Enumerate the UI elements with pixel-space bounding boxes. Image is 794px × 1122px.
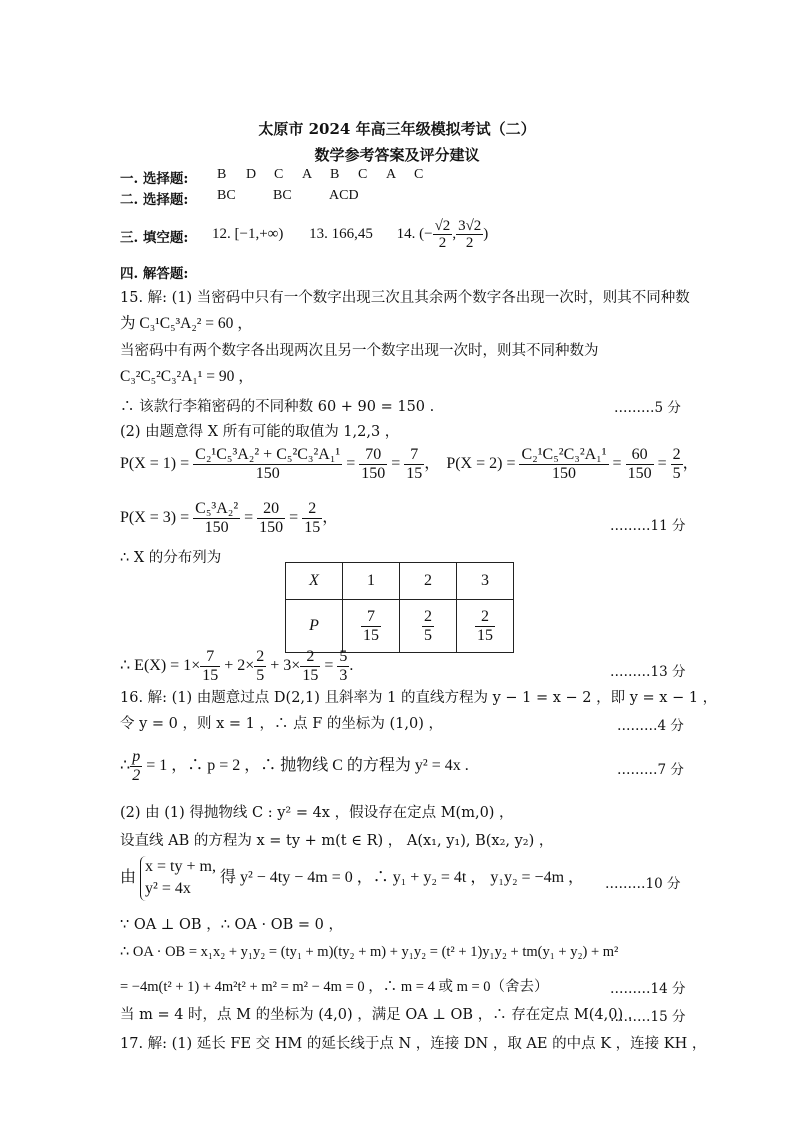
q15-score-2: ………11 分 xyxy=(610,518,686,534)
q16-line-5: 设直线 AB 的方程为 x = ty + m(t ∈ R) ， A(x₁, y₁), B(x₂, y₂) ， xyxy=(120,833,554,849)
answer-1: B xyxy=(217,167,227,182)
section-one xyxy=(120,167,188,187)
q15-score-1: ………5 分 xyxy=(614,400,681,416)
section-two-label: 二. 选择题: xyxy=(120,192,189,208)
q15-dist-intro: ∴ X 的分布列为 xyxy=(120,550,222,566)
answer-13: 13. 166,45 xyxy=(309,226,373,242)
q15-score-3: ………13 分 xyxy=(610,664,686,680)
q16-line-1: 16. 解: (1) 由题意过点 D(2,1) 且斜率为 1 的直线方程为 y − 1 = x − 2 ，即 y = x − 1 ， xyxy=(120,690,718,706)
answer-7: A xyxy=(386,167,397,182)
page-title: 太原市 2024 年高三年级模拟考试（二） xyxy=(258,120,536,138)
table-header-1: 1 xyxy=(343,563,400,600)
p1-frac-1: $\frac{\text{C₂¹C₅³A₂² + C₅²C₃²A₁¹}}{150}$ xyxy=(195,446,341,482)
table-row-label: P xyxy=(286,600,343,653)
p3-frac-3: $\frac{2}{15}$ xyxy=(304,500,321,536)
q15-prob-3: P(X = 3) = $\frac{\text{C₅³A₂²}}{150}$ = $\frac{20}{150}$ = $\frac{2}{15}$ ， xyxy=(120,500,339,536)
q15-line-5: ∴ 该款行李箱密码的不同种数 60 + 90 = 150 . xyxy=(120,399,435,415)
answer-2: D xyxy=(246,167,257,182)
q16-line-9: = −4m(t² + 1) + 4m²t² + m² = m² − 4m = 0 ，∴ m = 4 或 m = 0（舍去） xyxy=(120,979,549,995)
table-cell-p1: $\frac{7}{15}$ xyxy=(343,600,400,653)
q15-prob-1-2: P(X = 1) = $\frac{\text{C₂¹C₅³A₂² + C₅²C₃²A₁¹}}{150}$ = $\frac{70}{150}$ = $\frac{7}{15}$ ， P(X = 2) = $\frac{\text{C₂¹C₅²C₃²A₁¹}}{150}$ = $\frac{60}{150}$ = $\frac{2}{5}$ ， xyxy=(120,446,699,482)
p1-frac-3: $\frac{7}{15}$ xyxy=(406,446,423,482)
q16-score-3: ………10 分 xyxy=(605,876,681,892)
answer-6: C xyxy=(358,167,368,182)
answer-11: ACD xyxy=(329,188,359,203)
section-three-label: 三. 填空题: xyxy=(120,230,189,246)
section-two-answers xyxy=(217,188,359,204)
equation-system: x = ty + m, y² = 4x xyxy=(140,856,216,901)
answer-4: A xyxy=(302,167,313,182)
table-header-3: 3 xyxy=(457,563,514,600)
q15-line-4: C₃²C₅²C₃²A₁¹ = 90 ， xyxy=(120,368,254,385)
section-three xyxy=(120,226,188,246)
answer-5: B xyxy=(330,167,340,182)
p1-left: P(X = 1) = xyxy=(120,454,190,472)
q16-score-5: ………15 分 xyxy=(610,1009,686,1025)
p3-frac-2: $\frac{20}{150}$ xyxy=(259,500,284,536)
answer-3: C xyxy=(274,167,284,182)
p2-frac-3: $\frac{2}{5}$ xyxy=(672,446,681,482)
p2-frac-2: $\frac{60}{150}$ xyxy=(627,446,652,482)
q16-score-2: ………7 分 xyxy=(617,762,684,778)
q15-line-3: 当密码中有两个数字各出现两次且另一个数字出现一次时，则其不同种数为 xyxy=(120,343,599,359)
q16-score-1: ………4 分 xyxy=(617,718,684,734)
q15-expectation: ∴ E(X) = 1× $\frac{7}{15}$ + 2× $\frac{2}{5}$ + 3× $\frac{2}{15}$ = $\frac{5}{3}$ . xyxy=(120,648,354,684)
p2-left: P(X = 2) = xyxy=(446,454,516,472)
section-two xyxy=(120,188,188,208)
section-four-label: 四. 解答题: xyxy=(120,266,189,282)
p2-frac-1: $\frac{\text{C₂¹C₅²C₃²A₁¹}}{150}$ xyxy=(521,446,607,482)
section-four xyxy=(120,262,188,282)
p3-left: P(X = 3) = xyxy=(120,508,190,526)
answer-9: BC xyxy=(217,188,236,203)
q16-line-10: 当 m = 4 时，点 M 的坐标为 (4,0) ，满足 OA ⊥ OB ，∴ 存在定点 M(4,0) . xyxy=(120,1007,633,1023)
q16-line-4: (2) 由 (1) 得抛物线 C : y² = 4x ，假设存在定点 M(m,0) ， xyxy=(120,805,514,821)
answer-14: 14. (− $\frac{√2}{2}$ , $\frac{3√2}{2}$ ) xyxy=(396,217,489,252)
section-one-answers xyxy=(217,167,442,183)
answer-10: BC xyxy=(273,188,292,203)
q15-line-6: (2) 由题意得 X 所有可能的取值为 1,2,3 ， xyxy=(120,424,400,440)
table-cell-p3: $\frac{2}{15}$ xyxy=(457,600,514,653)
page-subtitle: 数学参考答案及评分建议 xyxy=(314,146,480,164)
q15-line-1: 15. 解: (1) 当密码中只有一个数字出现三次且其余两个数字各出现一次时，则其不同种数 xyxy=(120,290,690,306)
q16-score-4: ………14 分 xyxy=(610,981,686,997)
q16-line-3: ∴ $\frac{p}{2}$ = 1 ，∴ p = 2 ，∴ 抛物线 C 的方程为 y² = 4x . xyxy=(120,748,469,784)
answer-8: C xyxy=(414,167,424,182)
q17-line-1: 17. 解: (1) 延长 FE 交 HM 的延长线于点 N ，连接 DN ，取 AE 的中点 K ，连接 KH ， xyxy=(120,1036,707,1052)
answer-12: 12. [−1,+∞) xyxy=(212,226,284,242)
fill-in-answers xyxy=(212,212,488,256)
q16-line-8: ∴ OA · OB = x₁x₂ + y₁y₂ = (ty₁ + m)(ty₂ + m) + y₁y₂ = (t² + 1)y₁y₂ + tm(y₁ + y₂) + m² xyxy=(120,944,619,960)
section-one-label: 一. 选择题: xyxy=(120,171,189,187)
table-header-2: 2 xyxy=(400,563,457,600)
q16-line-7: ∵ OA ⊥ OB ，∴ OA · OB = 0 ， xyxy=(120,917,343,933)
table-cell-p2: $\frac{2}{5}$ xyxy=(400,600,457,653)
p1-frac-2: $\frac{70}{150}$ xyxy=(361,446,386,482)
q16-line-6: 由 x = ty + m, y² = 4x 得 y² − 4ty − 4m = 0 ，∴ y₁ + y₂ = 4t ， y₁y₂ = −4m ， xyxy=(120,856,584,901)
q15-line-2: 为 C₃¹C₅³A₂² = 60 ， xyxy=(120,315,253,332)
q16-line-2: 令 y = 0 ，则 x = 1 ，∴ 点 F 的坐标为 (1,0) ， xyxy=(120,716,443,732)
p3-frac-1: $\frac{\text{C₅³A₂²}}{150}$ xyxy=(195,500,239,536)
distribution-table xyxy=(285,562,514,653)
table-header-x: X xyxy=(286,563,343,600)
